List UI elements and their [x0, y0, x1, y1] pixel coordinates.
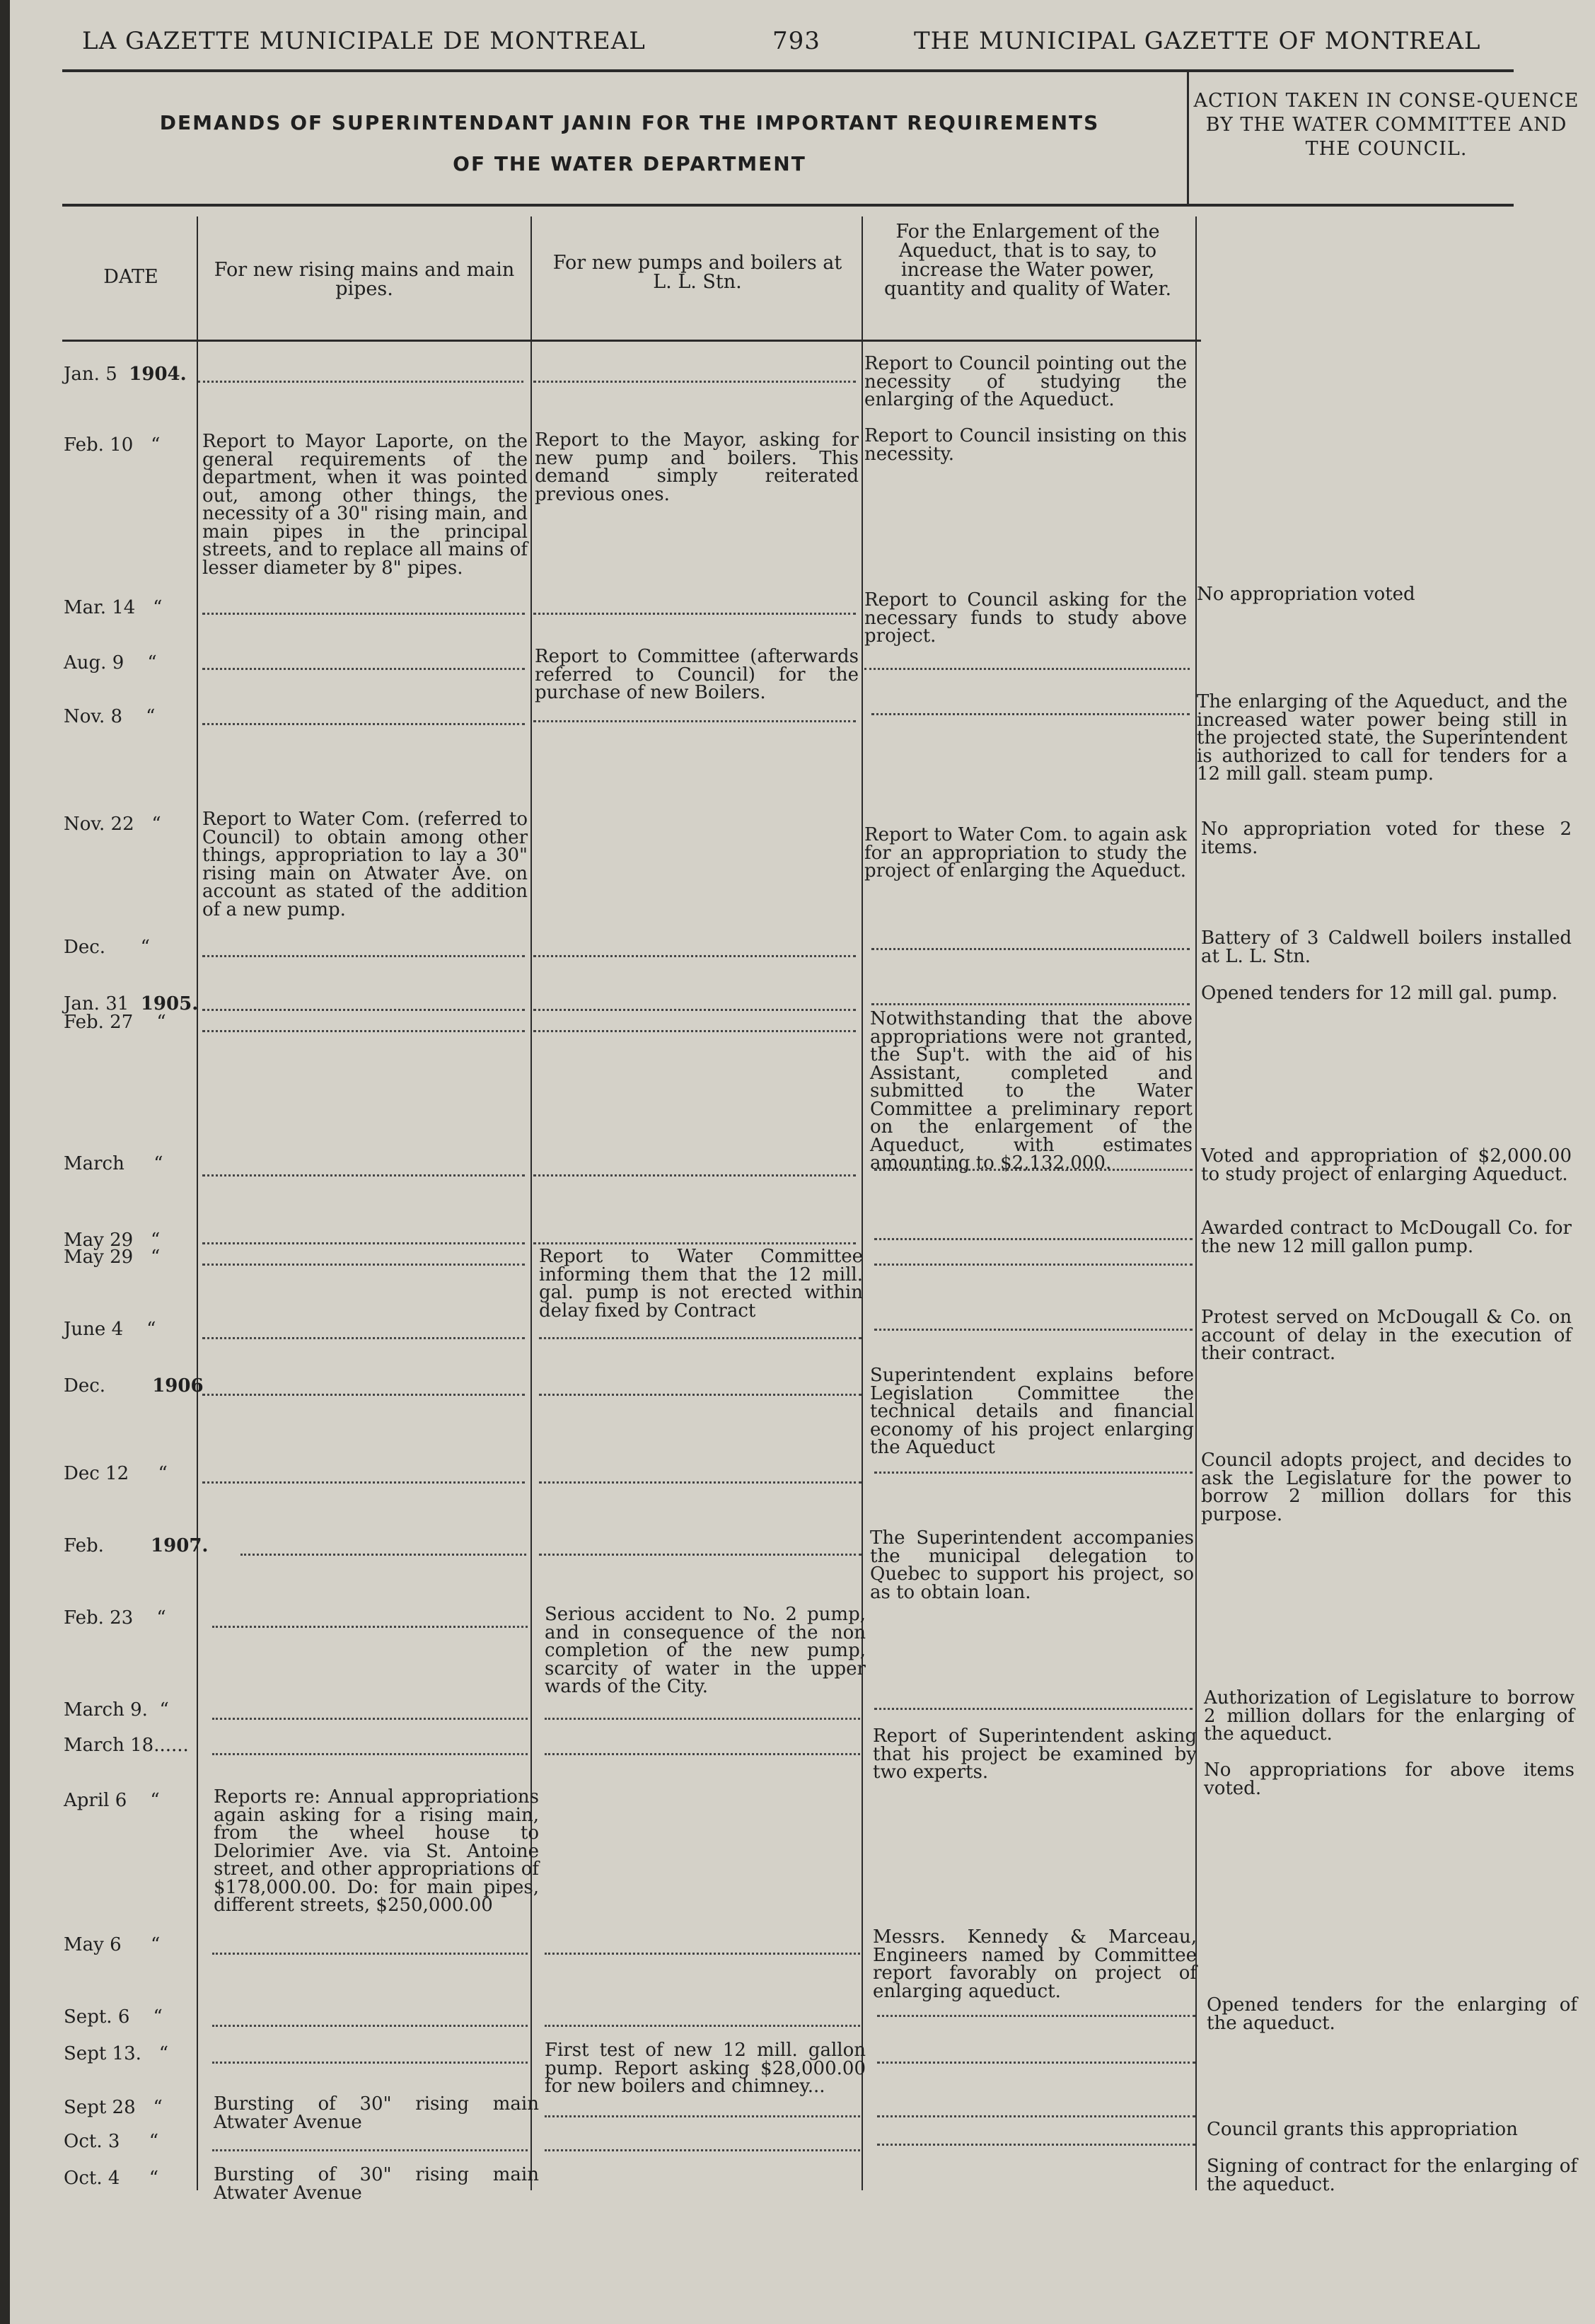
leader-dots — [202, 1481, 525, 1484]
row-date: Feb. 27 “ — [64, 1012, 166, 1033]
row-date: May 6 “ — [64, 1934, 161, 1955]
row-date: April 6 “ — [64, 1790, 160, 1811]
leader-dots — [874, 1329, 1193, 1331]
row-date: Jan. 5 1904. — [64, 364, 187, 385]
row-date: Jan. 31 1905. — [64, 993, 199, 1014]
aqueduct-cell: Report to Council pointing out the necessity of studying the enlarging of the Aqueduct. — [864, 353, 1187, 410]
top-rule — [62, 69, 1514, 72]
leader-dots — [874, 1708, 1193, 1710]
col-divider-date — [197, 216, 198, 2190]
leader-dots — [202, 668, 525, 670]
row-date: May 29 “ — [64, 1230, 161, 1251]
leader-dots — [539, 1481, 862, 1484]
col-header-date: DATE — [103, 266, 158, 288]
row-date: Aug. 9 “ — [64, 652, 157, 674]
leader-dots — [877, 2115, 1195, 2117]
row-date: Dec. “ — [64, 937, 150, 958]
row-date: Sept 28 “ — [64, 2097, 163, 2118]
leader-dots — [545, 2025, 860, 2027]
col-divider-pumps — [862, 216, 863, 2190]
leader-dots — [539, 1337, 862, 1339]
row-date: Sept. 6 “ — [64, 2006, 163, 2028]
action-cell: No appropriations for above items voted. — [1204, 1759, 1574, 1799]
leader-dots — [533, 1030, 856, 1032]
pumps-cell: Report to the Mayor, asking for new pump and boilers. This demand simply reiterated previous ones. — [535, 429, 859, 505]
leader-dots — [212, 1718, 528, 1720]
aqueduct-cell: Notwithstanding that the above appropriations were not granted, the Sup't. with the aid of his Assistant, completed and submitted to the Water Committee a preliminary report on the enlargement of the Aqueduct, with estimates amounting to $2,132,000. — [870, 1008, 1193, 1174]
leader-dots — [240, 1554, 526, 1556]
mains-cell: Report to Water Com. (referred to Council) to obtain among other things, appropriation to lay a 30" rising main on Atwater Ave. on account as stated of the addition of a new pump. — [202, 809, 528, 920]
pumps-cell: First test of new 12 mill. gallon pump. Report asking $28,000.00 for new boilers and chimney... — [545, 2040, 866, 2097]
leader-dots — [877, 2015, 1195, 2017]
leader-dots — [202, 1337, 525, 1339]
leader-dots — [212, 2149, 528, 2151]
colhead-rule — [62, 340, 1201, 342]
table-title-line2: OF THE WATER DEPARTMENT — [453, 152, 806, 175]
row-date: Mar. 14 “ — [64, 597, 163, 618]
leader-dots — [533, 1174, 856, 1177]
page-number: 793 — [772, 27, 820, 55]
leader-dots — [545, 1753, 860, 1755]
leader-dots — [874, 1264, 1193, 1266]
leader-dots — [212, 1953, 528, 1955]
action-cell: Voted and appropriation of $2,000.00 to study project of enlarging Aqueduct. — [1201, 1145, 1572, 1185]
pumps-cell: Serious accident to No. 2 pump, and in consequence of the non completion of the new pump, scarcity of water in the upper wards of the City. — [545, 1604, 866, 1697]
leader-dots — [877, 2144, 1195, 2146]
leader-dots — [539, 1394, 862, 1396]
row-date: May 29 “ — [64, 1247, 161, 1268]
leader-dots — [874, 1472, 1193, 1474]
aqueduct-cell: Report to Council insisting on this necessity. — [864, 425, 1187, 465]
action-cell: Signing of contract for the enlarging of the aqueduct. — [1207, 2156, 1577, 2195]
leader-dots — [202, 1009, 525, 1011]
pumps-cell: Report to Water Committee informing them that the 12 mill. gal. pump is not erected within delay fixed by Contract — [539, 1246, 863, 1322]
action-cell: Council adopts project, and decides to ask the Legislature for the power to borrow 2 million dollars for this purpose. — [1201, 1450, 1572, 1525]
aqueduct-cell: Report to Council asking for the necessary funds to study above project. — [864, 589, 1187, 647]
mains-cell: Bursting of 30" rising main Atwater Avenue — [214, 2093, 539, 2133]
leader-dots — [202, 1242, 525, 1244]
col-header-pumps: For new pumps and boilers at L. L. Stn. — [552, 252, 842, 293]
aqueduct-cell: Report to Water Com. to again ask for an appropriation to study the project of enlarging the Aqueduct. — [864, 824, 1187, 881]
leader-dots — [202, 723, 525, 725]
aqueduct-cell: Messrs. Kennedy & Marceau, Engineers named by Committee report favorably on project of enlarging aqueduct. — [873, 1926, 1197, 2002]
row-date: Feb. 10 “ — [64, 434, 161, 456]
action-cell: Authorization of Legislature to borrow 2 million dollars for the enlarging of the aqueduct. — [1204, 1687, 1574, 1745]
action-cell: Protest served on McDougall & Co. on account of delay in the execution of their contract. — [1201, 1307, 1572, 1364]
leader-dots — [212, 2062, 528, 2064]
row-date: Nov. 22 “ — [64, 814, 161, 835]
row-date: March “ — [64, 1153, 163, 1174]
leader-dots — [877, 2062, 1195, 2064]
action-cell: The enlarging of the Aqueduct, and the increased water power being still in the projected state, the Superintendent is authorized to call for tenders for a 12 mill gall. steam pump. — [1197, 691, 1567, 785]
leader-dots — [202, 955, 525, 957]
leader-dots — [545, 1953, 860, 1955]
action-cell: No appropriation voted for these 2 items. — [1201, 819, 1572, 858]
leader-dots — [198, 381, 523, 383]
leader-dots — [533, 1009, 856, 1011]
leader-dots — [533, 381, 856, 383]
running-head-left: LA GAZETTE MUNICIPALE DE MONTREAL — [82, 27, 646, 55]
leader-dots — [874, 1238, 1193, 1240]
mains-cell: Bursting of 30" rising main Atwater Avenue — [214, 2164, 539, 2204]
leader-dots — [202, 1030, 525, 1032]
leader-dots — [212, 2025, 528, 2027]
action-cell: Council grants this appropriation — [1207, 2119, 1518, 2140]
leader-dots — [533, 613, 856, 615]
col-divider-aqueduct — [1195, 216, 1197, 2190]
leader-dots — [212, 1753, 528, 1755]
row-date: March 18...... — [64, 1735, 189, 1756]
leader-dots — [533, 955, 856, 957]
leader-dots — [864, 668, 1190, 670]
pumps-cell: Report to Committee (afterwards referred to Council) for the purchase of new Boilers. — [535, 646, 859, 703]
action-cell: Battery of 3 Caldwell boilers installed at L. L. Stn. — [1201, 927, 1572, 967]
leader-dots — [871, 948, 1190, 950]
leader-dots — [539, 1554, 862, 1556]
mains-cell: Reports re: Annual appropriations again asking for a rising main, from the wheel house to Delorimier Ave. via St. Antoine street, and other appropriations of $178,000.00. Do: for main pipes, different streets, $250,000.00 — [214, 1786, 539, 1916]
leader-dots — [871, 713, 1190, 715]
aqueduct-cell: Superintendent explains before Legislation Committee the technical details and financial economy of his project enlarging the Aqueduct — [870, 1365, 1194, 1458]
action-cell: Opened tenders for 12 mill gal. pump. — [1201, 983, 1558, 1004]
aqueduct-cell: Report of Superintendent asking that his project be examined by two experts. — [873, 1725, 1197, 1783]
leader-dots — [533, 720, 856, 722]
header-rule — [62, 204, 1514, 207]
col-header-aqueduct: For the Enlargement of the Aqueduct, that is to say, to increase the Water power, quantity and quality of Water. — [883, 221, 1172, 300]
action-cell: No appropriation voted — [1197, 584, 1415, 605]
leader-dots — [871, 1003, 1190, 1005]
row-date: Nov. 8 “ — [64, 706, 156, 727]
table-title-line1: DEMANDS OF SUPERINTENDANT JANIN FOR THE IMPORTANT REQUIREMENTS — [159, 111, 1100, 134]
aqueduct-cell: The Superintendent accompanies the municipal delegation to Quebec to support his project, so as to obtain loan. — [870, 1527, 1194, 1603]
leader-dots — [545, 1718, 860, 1720]
table-title — [85, 103, 1174, 185]
row-date: Oct. 3 “ — [64, 2131, 159, 2152]
action-column-header: ACTION TAKEN IN CONSE-QUENCE BY THE WATER COMMITTEE AND THE COUNCIL. — [1193, 90, 1579, 160]
row-date: Dec 12 “ — [64, 1463, 168, 1484]
leader-dots — [212, 1626, 528, 1628]
row-date: Dec. 1906 — [64, 1375, 204, 1397]
leader-dots — [202, 1394, 525, 1396]
running-head-right: THE MUNICIPAL GAZETTE OF MONTREAL — [914, 27, 1481, 55]
row-date: Sept 13. “ — [64, 2043, 168, 2064]
mains-cell: Report to Mayor Laporte, on the general requirements of the department, when it was pointed out, among other things, the necessity of a 30" rising main, and main pipes in the principal streets, and to replace all mains of lesser diameter by 8" pipes. — [202, 431, 528, 579]
leader-dots — [533, 1242, 856, 1244]
row-date: Feb. 23 “ — [64, 1607, 166, 1629]
action-cell: Awarded contract to McDougall Co. for the new 12 mill gallon pump. — [1201, 1218, 1572, 1257]
row-date: Oct. 4 “ — [64, 2168, 159, 2189]
leader-dots — [545, 2115, 860, 2117]
leader-dots — [202, 613, 525, 615]
leader-dots — [874, 1169, 1193, 1171]
action-cell: Opened tenders for the enlarging of the aqueduct. — [1207, 1994, 1577, 2034]
leader-dots — [202, 1174, 525, 1177]
row-date: Feb. 1907. — [64, 1535, 209, 1556]
col-header-mains: For new rising mains and main pipes. — [214, 259, 515, 300]
binding-edge — [0, 0, 10, 2324]
leader-dots — [202, 1264, 525, 1266]
row-date: March 9. “ — [64, 1699, 169, 1721]
row-date: June 4 “ — [64, 1319, 156, 1340]
leader-dots — [545, 2149, 860, 2151]
